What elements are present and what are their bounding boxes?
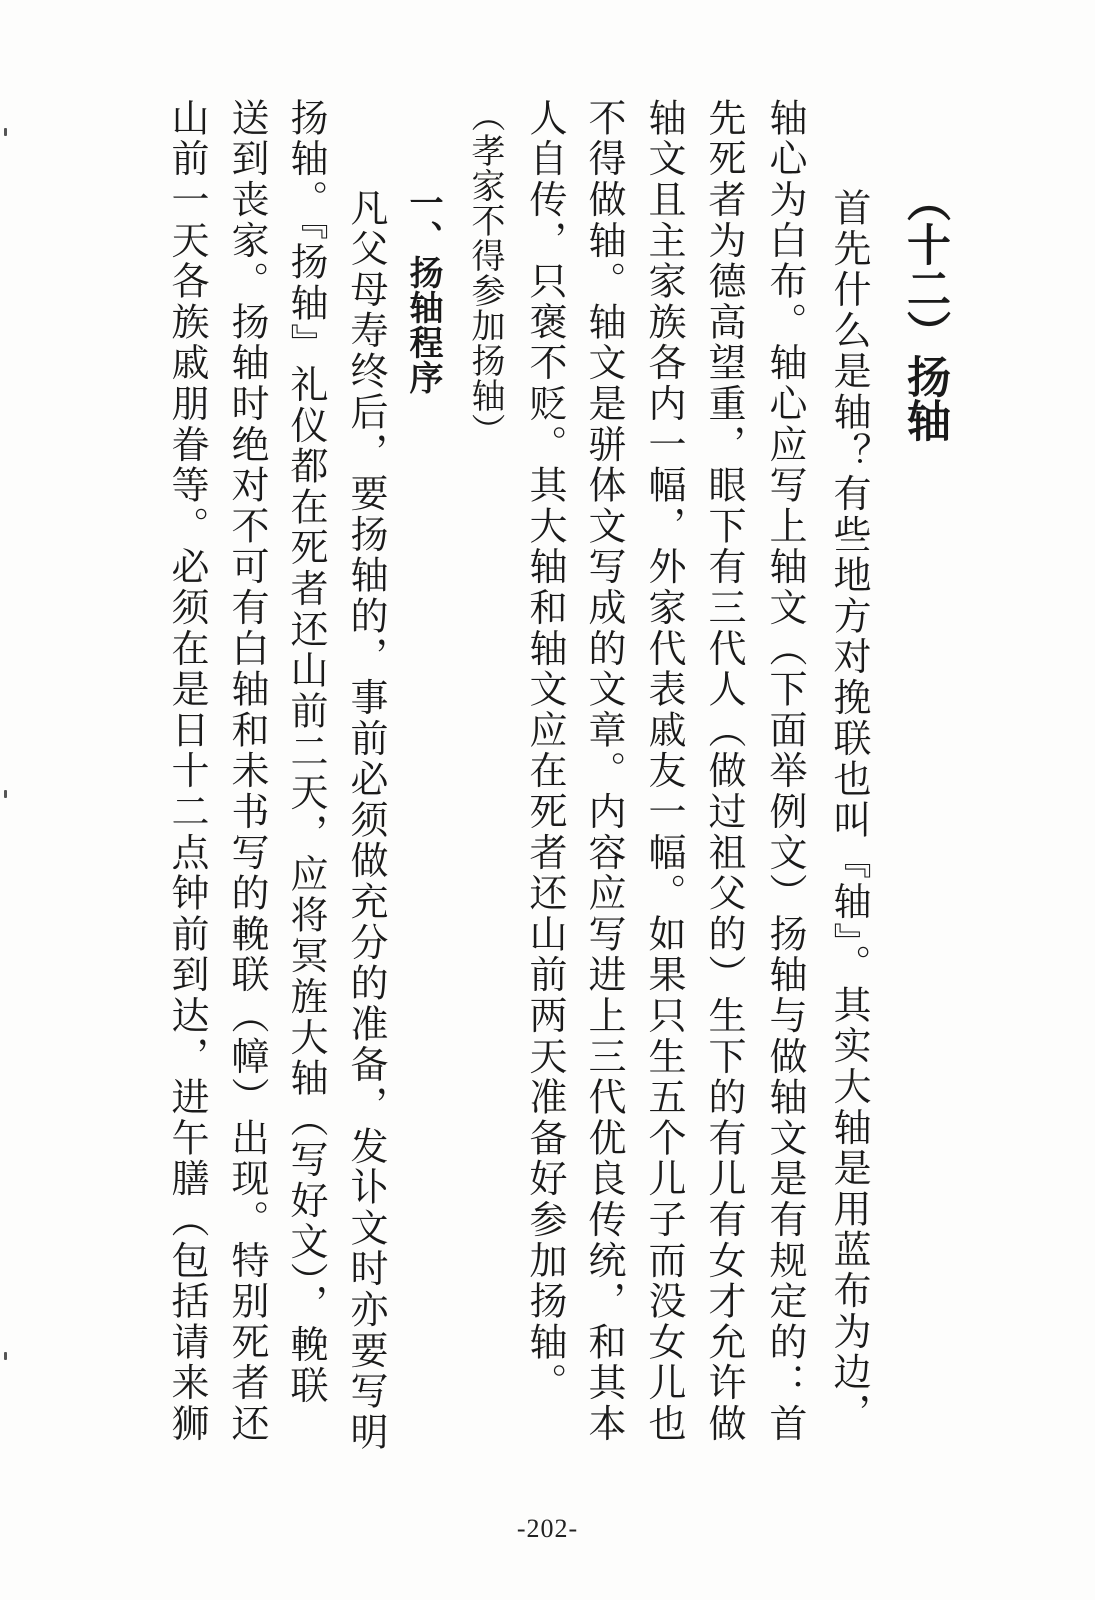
scan-margin-mark [4,128,7,136]
text-column-2: 轴心为白布。轴心应写上轴文（下面举例文）扬轴与做轴文是有规定的：首 [763,98,807,1445]
text-column-10: 山前一天各族戚朋眷等。必须在是日十二点钟前到达，进午膳（包括请来狮 [165,98,209,1445]
text-column-1: 首先什么是轴？有些地方对挽联也叫『轴』。其实大轴是用蓝布为边， [827,188,871,1434]
text-column-4: 轴文且主家族各内一幅，外家代表戚友一幅。如果只生五个儿子而没女儿也 [642,98,686,1445]
text-column-6: 人自传，只褒不贬。其大轴和轴文应在死者还山前两天准备好参加扬轴。 [523,98,567,1404]
subsection-heading: 一、扬轴程序 [403,185,443,395]
text-column-5: 不得做轴。轴文是骈体文写成的文章。内容应写进上三代优良传统，和其本 [582,98,626,1445]
text-column-3: 先死者为德高望重，眼下有三代人（做过祖父的）生下的有儿有女才允许做 [702,98,746,1445]
scan-margin-mark [4,790,7,798]
parenthetical-note: （孝家不得参加扬轴） [465,98,505,448]
scan-margin-mark [4,1352,7,1360]
page-number: -202- [516,1514,579,1543]
text-column-7: 凡父母寿终后，要扬轴的，事前必须做充分的准备，发讣文时亦要写明 [344,188,388,1453]
text-column-9: 送到丧家。扬轴时绝对不可有白轴和未书写的輓联（幛）出现。特别死者还 [225,98,269,1445]
section-title: （十二）扬轴 [899,178,950,442]
text-column-8: 扬轴。『扬轴』礼仪都在死者还山前二天，应将冥旌大轴（写好文），輓联 [284,98,328,1407]
